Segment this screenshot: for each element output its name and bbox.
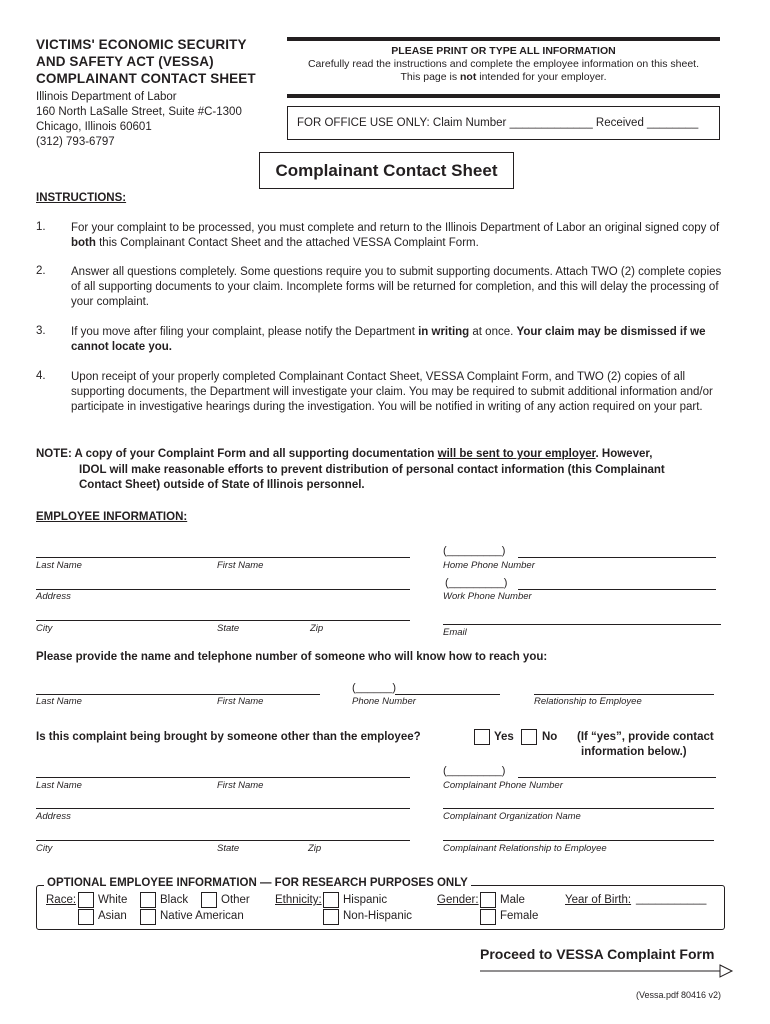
race-label: Race: bbox=[46, 894, 77, 906]
label-last-name: Last Name bbox=[36, 560, 82, 571]
home-phone-area-code[interactable]: (_________) bbox=[443, 545, 506, 557]
instruction-3: If you move after filing your complaint, please notify the Department in writing at once. Your claim may be dismissed if we cannot locate you. bbox=[71, 326, 706, 353]
label-complainant-city: City bbox=[36, 843, 53, 854]
label-complainant-last-name: Last Name bbox=[36, 780, 82, 791]
instruction-number: 4. bbox=[36, 370, 46, 382]
instruction-number: 1. bbox=[36, 221, 46, 233]
work-phone-line[interactable] bbox=[518, 589, 716, 590]
race-asian-checkbox[interactable] bbox=[78, 909, 94, 925]
agency-phone: (312) 793-6797 bbox=[36, 136, 115, 148]
race-other-label: Other bbox=[221, 894, 250, 906]
instruction-1: For your complaint to be processed, you must complete and return to the Illinois Department of Labor an original signed copy of both this Complainant Contact Sheet and the attached VESSA Complaint Form. bbox=[71, 222, 720, 249]
label-contact-last-name: Last Name bbox=[36, 696, 82, 707]
complainant-phone-line[interactable] bbox=[518, 777, 716, 778]
work-phone-area-code[interactable]: (_________) bbox=[445, 577, 508, 589]
header-rule-bottom bbox=[287, 94, 720, 98]
label-first-name: First Name bbox=[217, 560, 264, 571]
email-line[interactable] bbox=[443, 624, 721, 625]
office-use-box: FOR OFFICE USE ONLY: Claim Number _____________ Received ________ bbox=[287, 106, 720, 140]
label-zip: Zip bbox=[310, 623, 324, 634]
agency-name: Illinois Department of Labor bbox=[36, 91, 177, 103]
employer-note: NOTE: A copy of your Complaint Form and all supporting documentation will be sent to your employer. However, IDOL will make reasonable efforts to prevent distribution of personal contact information (this Complainant Contact Sheet) outside of State of Illinois personnel. bbox=[36, 448, 665, 491]
read-instructions-line: Carefully read the instructions and complete the employee information on this sheet. bbox=[307, 58, 700, 70]
form-title-line: AND SAFETY ACT (VESSA) bbox=[36, 54, 214, 69]
no-label: No bbox=[542, 731, 558, 743]
yes-label: Yes bbox=[494, 731, 514, 743]
form-title-line: COMPLAINANT CONTACT SHEET bbox=[36, 71, 256, 86]
ethnicity-label: Ethnicity: bbox=[275, 894, 322, 906]
label-home-phone: Home Phone Number bbox=[443, 560, 535, 571]
label-contact-first-name: First Name bbox=[217, 696, 264, 707]
if-yes-note-2: information below.) bbox=[581, 746, 687, 758]
print-notice-block bbox=[287, 45, 720, 84]
not-for-employer-line: This page is not intended for your employer. bbox=[400, 71, 607, 83]
label-complainant-state: State bbox=[217, 843, 240, 854]
race-native-american-checkbox[interactable] bbox=[140, 909, 156, 925]
no-checkbox[interactable] bbox=[521, 729, 537, 745]
instruction-number: 3. bbox=[36, 325, 46, 337]
contact-phone-line[interactable] bbox=[395, 694, 500, 695]
other-complainant-question: Is this complaint being brought by someone other than the employee? bbox=[36, 731, 421, 743]
gender-male-checkbox[interactable] bbox=[480, 892, 496, 908]
ethnicity-non-hispanic-label: Non-Hispanic bbox=[343, 910, 413, 922]
race-black-checkbox[interactable] bbox=[140, 892, 156, 908]
complainant-relationship-line[interactable] bbox=[443, 840, 714, 841]
race-native-american-label: Native American bbox=[160, 910, 244, 922]
race-white-checkbox[interactable] bbox=[78, 892, 94, 908]
complainant-org-line[interactable] bbox=[443, 808, 714, 809]
home-phone-line[interactable] bbox=[518, 557, 716, 558]
contact-phone-area-code[interactable]: (______) bbox=[352, 682, 397, 694]
agency-street: 160 North LaSalle Street, Suite #C-1300 bbox=[36, 106, 242, 118]
form-version-footer: (Vessa.pdf 80416 v2) bbox=[636, 990, 722, 1000]
race-other-checkbox[interactable] bbox=[201, 892, 217, 908]
complainant-name-line[interactable] bbox=[36, 777, 410, 778]
ethnicity-non-hispanic-checkbox[interactable] bbox=[323, 909, 339, 925]
sheet-title: Complainant Contact Sheet bbox=[259, 152, 514, 189]
employee-info-heading: EMPLOYEE INFORMATION: bbox=[36, 511, 188, 523]
print-notice: PLEASE PRINT OR TYPE ALL INFORMATION bbox=[391, 45, 616, 57]
gender-female-checkbox[interactable] bbox=[480, 909, 496, 925]
label-complainant-zip: Zip bbox=[308, 843, 322, 854]
label-address: Address bbox=[36, 591, 71, 602]
race-black-label: Black bbox=[160, 894, 189, 906]
instruction-2: Answer all questions completely. Some questions require you to submit supporting documents. Attach TWO (2) complete copies of all supporting documents to your claim. Incomplete forms will be returned for completion, and this will delay the processing of your complaint. bbox=[71, 266, 722, 308]
label-complainant-first-name: First Name bbox=[217, 780, 264, 791]
complainant-address-line[interactable] bbox=[36, 808, 410, 809]
yes-checkbox[interactable] bbox=[474, 729, 490, 745]
ethnicity-hispanic-label: Hispanic bbox=[343, 894, 388, 906]
race-asian-label: Asian bbox=[98, 910, 127, 922]
header-rule-top bbox=[287, 37, 720, 41]
complainant-city-line[interactable] bbox=[36, 840, 410, 841]
employee-name-line[interactable] bbox=[36, 557, 410, 558]
label-contact-relationship: Relationship to Employee bbox=[534, 696, 642, 707]
label-state: State bbox=[217, 623, 240, 634]
complainant-phone-area-code[interactable]: (_________) bbox=[443, 765, 506, 777]
race-white-label: White bbox=[98, 894, 128, 906]
label-complainant-org: Complainant Organization Name bbox=[443, 811, 581, 822]
label-complainant-relationship: Complainant Relationship to Employee bbox=[443, 843, 607, 854]
proceed-to-complaint-form: Proceed to VESSA Complaint Form bbox=[480, 946, 715, 962]
contact-name-line[interactable] bbox=[36, 694, 320, 695]
optional-info-heading: OPTIONAL EMPLOYEE INFORMATION — FOR RESEARCH PURPOSES ONLY bbox=[44, 877, 471, 889]
gender-female-label: Female bbox=[500, 910, 539, 922]
gender-label: Gender: bbox=[437, 894, 479, 906]
agency-title-block bbox=[36, 36, 286, 150]
contact-person-prompt: Please provide the name and telephone number of someone who will know how to reach you: bbox=[36, 651, 548, 663]
agency-city: Chicago, Illinois 60601 bbox=[36, 121, 152, 133]
instructions-heading: INSTRUCTIONS: bbox=[36, 192, 127, 204]
form-title-line: VICTIMS' ECONOMIC SECURITY bbox=[36, 37, 247, 52]
year-of-birth-field[interactable]: ___________ bbox=[636, 893, 707, 905]
proceed-arrow-icon bbox=[480, 964, 736, 978]
ethnicity-hispanic-checkbox[interactable] bbox=[323, 892, 339, 908]
label-contact-phone: Phone Number bbox=[352, 696, 416, 707]
gender-male-label: Male bbox=[500, 894, 525, 906]
employee-city-line[interactable] bbox=[36, 620, 410, 621]
label-complainant-address: Address bbox=[36, 811, 71, 822]
employee-address-line[interactable] bbox=[36, 589, 410, 590]
label-city: City bbox=[36, 623, 53, 634]
label-complainant-phone: Complainant Phone Number bbox=[443, 780, 563, 791]
year-of-birth-label: Year of Birth: bbox=[565, 894, 632, 906]
instruction-4: Upon receipt of your properly completed Complainant Contact Sheet, VESSA Complaint Form, and TWO (2) copies of all supporting documents, the Department will investigate your claim. You may be required to submit additional information and/or participate in investigative hearings during the investigation. You will be notified in writing of any action required on your part. bbox=[71, 371, 713, 413]
instruction-number: 2. bbox=[36, 265, 46, 277]
label-work-phone: Work Phone Number bbox=[443, 591, 532, 602]
label-email: Email bbox=[443, 627, 467, 638]
if-yes-note: (If “yes”, provide contact bbox=[577, 731, 714, 743]
contact-relationship-line[interactable] bbox=[534, 694, 714, 695]
